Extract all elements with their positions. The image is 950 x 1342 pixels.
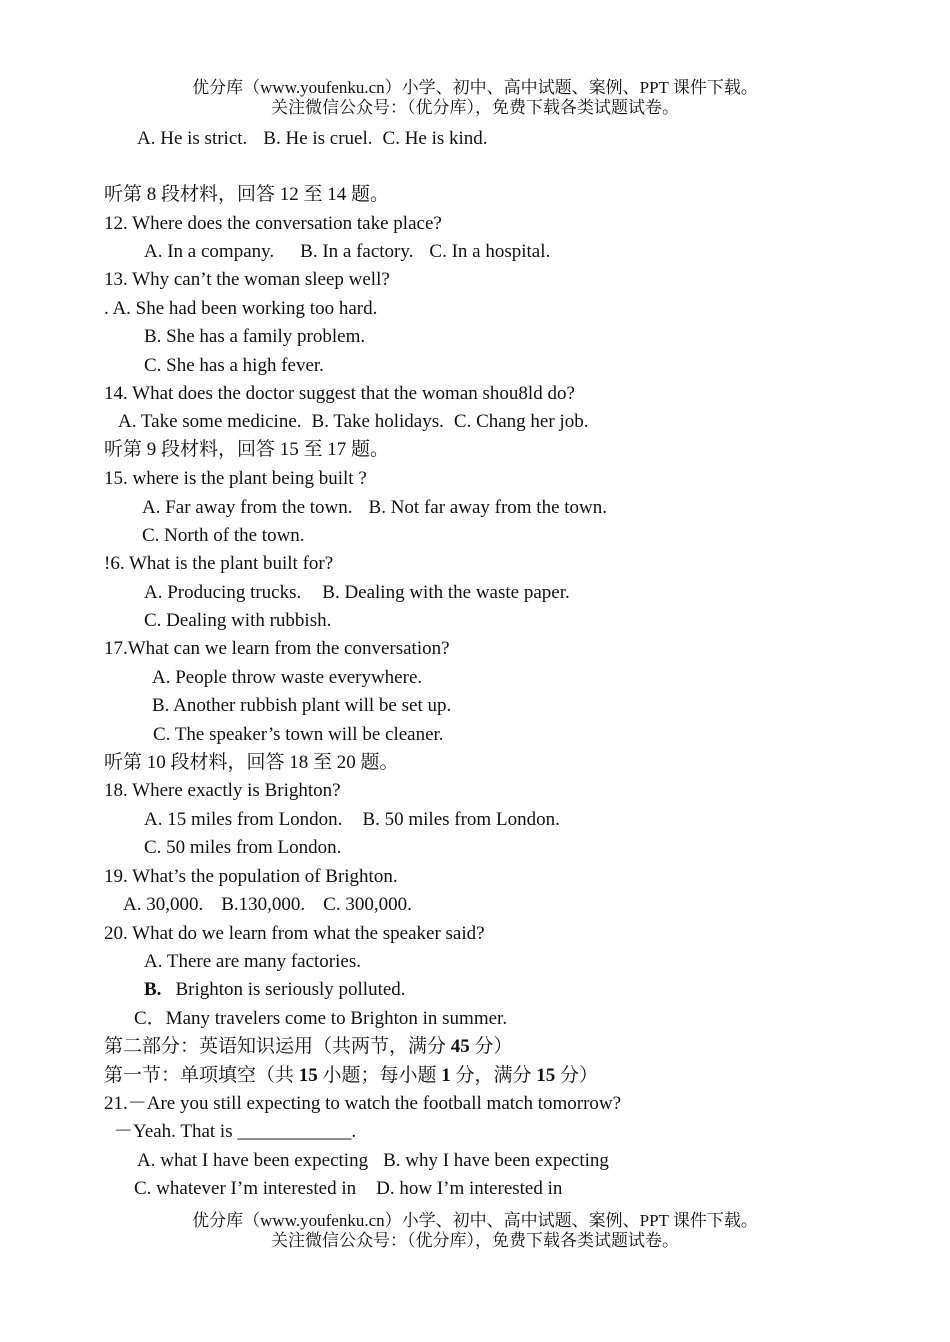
q20-stem: 20. What do we learn from what the speaker said? <box>104 923 485 944</box>
q19-stem: 19. What’s the population of Brighton. <box>104 866 398 887</box>
q21-option-d: D. how I’m interested in <box>376 1178 563 1199</box>
q18-option-b: B. 50 miles from London. <box>362 809 560 830</box>
q21-option-b: B. why I have been expecting <box>383 1150 609 1171</box>
section-9-heading: 听第 9 段材料，回答 15 至 17 题。 <box>104 439 390 460</box>
q20-option-b <box>144 978 406 1002</box>
q20-option-c: C．Many travelers come to Brighton in summer. <box>134 1008 508 1029</box>
q14-stem: 14. What does the doctor suggest that the woman shou8ld do? <box>104 383 575 404</box>
q12-stem: 12. Where does the conversation take place? <box>104 213 442 234</box>
q19-option-c: C. 300,000. <box>323 894 412 915</box>
q15-option-a: A. Far away from the town. <box>142 497 353 518</box>
part-2-total-score: 45 <box>450 1036 470 1057</box>
q13-option-c: C. She has a high fever. <box>144 355 324 376</box>
q20-option-b-text: Brighton is seriously polluted. <box>175 979 406 1000</box>
q19-options <box>123 893 412 917</box>
footer-line-1: 优分库（www.youfenku.cn）小学、初中、高中试题、案例、PPT 课件下载。 <box>192 1211 758 1230</box>
q11-option-c: C. He is kind. <box>382 128 488 149</box>
q16-option-b: B. Dealing with the waste paper. <box>322 582 570 603</box>
part-2-heading-suffix: 分） <box>469 1036 513 1057</box>
q11-option-b: B. He is cruel. <box>263 128 373 149</box>
q14-option-b: B. Take holidays. <box>311 411 444 432</box>
q13-stem: 13. Why can’t the woman sleep well? <box>104 269 390 290</box>
q21-options-ab <box>137 1149 609 1173</box>
q16-stem: !6. What is the plant built for? <box>104 553 334 574</box>
q11-options <box>137 127 488 151</box>
part-2-heading <box>104 1035 513 1059</box>
q12-option-b: B. In a factory. <box>300 241 414 262</box>
q16-options <box>144 581 570 605</box>
q18-option-a: A. 15 miles from London. <box>144 809 343 830</box>
q17-option-a: A. People throw waste everywhere. <box>152 667 423 688</box>
q17-option-b: B. Another rubbish plant will be set up. <box>152 695 452 716</box>
section-8-heading: 听第 8 段材料，回答 12 至 14 题。 <box>104 184 390 205</box>
q20-option-b-label: B. <box>144 979 162 1000</box>
q15-options <box>142 496 607 520</box>
q17-stem: 17.What can we learn from the conversation? <box>104 638 450 659</box>
q16-option-c: C. Dealing with rubbish. <box>144 610 332 631</box>
q14-options <box>118 410 588 434</box>
section-1-total-score: 15 <box>536 1065 556 1086</box>
section-1-heading-mid-2: 分，满分 <box>450 1065 537 1086</box>
q13-option-a: . A. She had been working too hard. <box>104 298 378 319</box>
part-2-heading-text: 第二部分：英语知识运用（共两节，满分 <box>104 1036 451 1057</box>
q15-option-b: B. Not far away from the town. <box>368 497 608 518</box>
section-1-heading-mid-1: 小题；每小题 <box>317 1065 442 1086</box>
section-1-heading-suffix: 分） <box>555 1065 599 1086</box>
q19-option-a: A. 30,000. <box>123 894 204 915</box>
section-1-question-count: 15 <box>298 1065 318 1086</box>
q19-option-b: B.130,000. <box>221 894 306 915</box>
q12-options <box>144 240 550 264</box>
q16-option-a: A. Producing trucks. <box>144 582 302 603</box>
section-1-heading-text: 第一节：单项填空（共 <box>104 1065 299 1086</box>
q14-option-a: A. Take some medicine. <box>118 411 302 432</box>
q21-stem: 21.－Are you still expecting to watch the football match tomorrow? <box>104 1093 622 1114</box>
q18-stem: 18. Where exactly is Brighton? <box>104 780 341 801</box>
q17-option-c: C. The speaker’s town will be cleaner. <box>153 724 444 745</box>
q15-option-c: C. North of the town. <box>142 525 305 546</box>
q21-option-c: C. whatever I’m interested in <box>134 1178 357 1199</box>
part-2-section-1-heading <box>104 1064 598 1088</box>
q21-options-cd <box>134 1177 562 1201</box>
section-10-heading: 听第 10 段材料，回答 18 至 20 题。 <box>104 752 399 773</box>
q20-option-a: A. There are many factories. <box>144 951 361 972</box>
q13-option-b: B. She has a family problem. <box>144 326 366 347</box>
q12-option-a: A. In a company. <box>144 241 275 262</box>
q21-option-a: A. what I have been expecting <box>137 1150 369 1171</box>
q21-reply: －Yeah. That is ____________. <box>114 1121 357 1142</box>
header-line-1: 优分库（www.youfenku.cn）小学、初中、高中试题、案例、PPT 课件下载。 <box>192 78 758 97</box>
header-line-2: 关注微信公众号：（优分库），免费下载各类试题试卷。 <box>271 98 679 117</box>
q15-stem: 15. where is the plant being built ? <box>104 468 367 489</box>
q18-options <box>144 808 560 832</box>
q11-option-a: A. He is strict. <box>137 128 248 149</box>
q18-option-c: C. 50 miles from London. <box>144 837 342 858</box>
q14-option-c: C. Chang her job. <box>453 411 589 432</box>
section-1-points-each: 1 <box>441 1065 451 1086</box>
q12-option-c: C. In a hospital. <box>429 241 551 262</box>
footer-line-2: 关注微信公众号：（优分库），免费下载各类试题试卷。 <box>271 1231 679 1250</box>
